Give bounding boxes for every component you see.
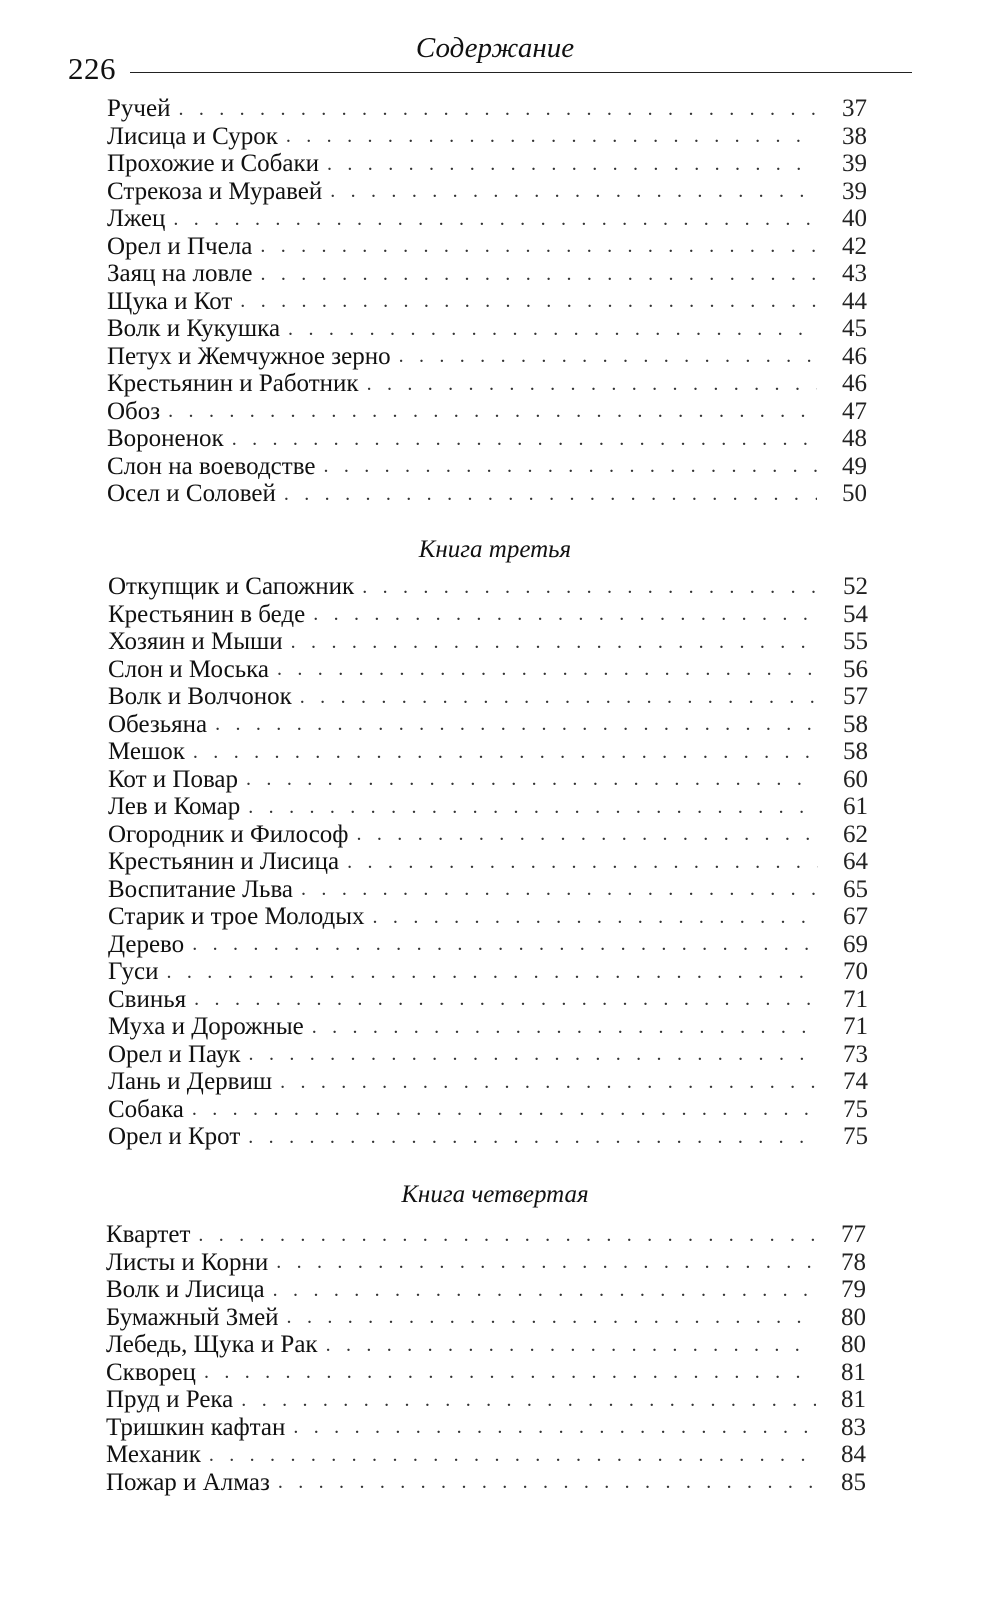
- toc-entry[interactable]: [108, 903, 868, 931]
- toc-entry-title: Щука и Кот: [107, 287, 233, 315]
- toc-entry[interactable]: [107, 205, 867, 233]
- toc-entry-page: 58: [843, 710, 868, 738]
- toc-entry-title: Прохожие и Собаки: [107, 150, 319, 177]
- dot-leader: [209, 1444, 816, 1466]
- toc-entry-title: Скворец: [106, 1358, 196, 1386]
- dot-leader: [362, 576, 818, 598]
- toc-entry-page: 83: [841, 1413, 866, 1441]
- toc-entry-page: 81: [841, 1358, 866, 1386]
- section-heading-book-four: Книга четвертая: [401, 1181, 589, 1208]
- dot-leader: [300, 686, 818, 708]
- toc-entry-title: Лев и Комар: [108, 793, 241, 820]
- dot-leader: [192, 1098, 818, 1120]
- toc-entry[interactable]: [108, 738, 868, 766]
- toc-entry-page: 74: [843, 1068, 868, 1095]
- toc-entry-page: 58: [843, 738, 868, 765]
- toc-entry-title: Обезьяна: [108, 710, 208, 738]
- toc-entry-title: Воспитание Льва: [108, 875, 294, 903]
- dot-leader: [273, 1279, 816, 1301]
- toc-entry-title: Крестьянин в беде: [108, 600, 306, 628]
- toc-entry-page: 55: [843, 628, 868, 655]
- toc-entry-page: 46: [842, 370, 867, 397]
- toc-entry[interactable]: [106, 1469, 866, 1497]
- toc-entry-title: Заяц на ловле: [107, 260, 253, 287]
- toc-entry[interactable]: [108, 1041, 868, 1069]
- dot-leader: [326, 1334, 816, 1356]
- toc-entry-page: 49: [842, 452, 867, 480]
- toc-entry-title: Откупщик и Сапожник: [108, 573, 355, 600]
- toc-entry-page: 52: [843, 573, 868, 600]
- toc-entry-page: 62: [843, 820, 868, 848]
- dot-leader: [194, 988, 818, 1010]
- toc-entry[interactable]: [107, 233, 867, 261]
- dot-leader: [293, 1416, 816, 1438]
- toc-entry-title: Кот и Повар: [108, 765, 239, 793]
- toc-entry[interactable]: [108, 793, 868, 821]
- toc-entry-page: 64: [843, 848, 868, 875]
- toc-entry-title: Ручей: [107, 95, 171, 122]
- toc-entry[interactable]: [107, 425, 867, 453]
- dot-leader: [248, 796, 818, 818]
- toc-entry-page: 81: [841, 1386, 866, 1413]
- toc-entry-title: Лжец: [107, 205, 166, 232]
- toc-entry[interactable]: [106, 1221, 866, 1249]
- toc-entry-page: 39: [842, 177, 867, 205]
- dot-leader: [166, 961, 818, 983]
- toc-entry-title: Обоз: [107, 397, 161, 425]
- toc-entry-page: 79: [841, 1276, 866, 1303]
- toc-entry-page: 60: [843, 765, 868, 793]
- toc-entry-page: 43: [842, 260, 867, 287]
- toc-entry[interactable]: [107, 123, 867, 151]
- toc-entry-title: Лань и Дервиш: [108, 1068, 273, 1095]
- dot-leader: [301, 878, 818, 900]
- toc-entry-page: 57: [843, 683, 868, 710]
- dot-leader: [286, 125, 817, 147]
- toc-entry-page: 50: [842, 480, 867, 507]
- toc-entry[interactable]: [108, 656, 868, 684]
- toc-entry-title: Гуси: [108, 958, 159, 985]
- toc-entry[interactable]: [107, 343, 867, 371]
- toc-entry-title: Тришкин кафтан: [106, 1413, 286, 1441]
- toc-entry-page: 45: [842, 315, 867, 342]
- dot-leader: [280, 1071, 818, 1093]
- toc-entry-page: 40: [842, 205, 867, 232]
- running-head: [0, 0, 1000, 100]
- toc-entry[interactable]: [108, 876, 868, 904]
- toc-entry[interactable]: [107, 315, 867, 343]
- dot-leader: [323, 455, 817, 477]
- toc-entry-title: Волк и Волчонок: [108, 683, 292, 710]
- toc-entry-title: Вороненок: [107, 425, 224, 452]
- toc-entry[interactable]: [108, 1068, 868, 1096]
- dot-leader: [330, 180, 817, 202]
- toc-entry[interactable]: [108, 683, 868, 711]
- section-heading-book-three: Книга третья: [418, 536, 572, 563]
- dot-leader: [373, 906, 818, 928]
- toc-entry[interactable]: [107, 150, 867, 178]
- toc-entry-title: Слон и Моська: [108, 655, 269, 683]
- dot-leader: [277, 658, 818, 680]
- toc-entry[interactable]: [106, 1414, 866, 1442]
- toc-entry-page: 80: [841, 1331, 866, 1358]
- toc-entry-page: 70: [843, 958, 868, 985]
- dot-leader: [248, 1126, 818, 1148]
- dot-leader: [287, 1306, 816, 1328]
- toc-entry-title: Листы и Корни: [106, 1248, 269, 1276]
- toc-entry-title: Орел и Паук: [108, 1040, 241, 1068]
- toc-entry[interactable]: [108, 931, 868, 959]
- toc-entry-title: Огородник и Философ: [108, 820, 349, 848]
- toc-entry-page: 75: [843, 1123, 868, 1150]
- toc-entry[interactable]: [108, 628, 868, 656]
- dot-leader: [215, 713, 818, 735]
- toc-entry-page: 38: [842, 122, 867, 150]
- dot-leader: [288, 318, 817, 340]
- dot-leader: [168, 400, 817, 422]
- dot-leader: [260, 235, 817, 257]
- toc-section-continued: [107, 95, 867, 508]
- dot-leader: [347, 851, 818, 873]
- toc-entry-title: Лисица и Сурок: [107, 122, 278, 150]
- dot-leader: [249, 1043, 818, 1065]
- toc-entry-page: 42: [842, 232, 867, 260]
- toc-entry[interactable]: [108, 1123, 868, 1151]
- toc-entry-page: 56: [843, 655, 868, 683]
- toc-entry-page: 85: [841, 1468, 866, 1496]
- toc-entry-page: 46: [842, 342, 867, 370]
- toc-entry[interactable]: [106, 1276, 866, 1304]
- toc-section-book-three: [108, 573, 868, 1151]
- toc-entry[interactable]: [108, 711, 868, 739]
- toc-entry[interactable]: [108, 848, 868, 876]
- toc-entry[interactable]: [107, 370, 867, 398]
- header-rule: [130, 72, 912, 73]
- dot-leader: [178, 98, 817, 120]
- toc-entry-page: 44: [842, 287, 867, 315]
- toc-entry-page: 71: [843, 985, 868, 1013]
- toc-entry-title: Хозяин и Мыши: [108, 628, 283, 655]
- toc-entry-title: Свинья: [108, 985, 187, 1013]
- toc-entry[interactable]: [106, 1386, 866, 1414]
- toc-entry-page: 61: [843, 793, 868, 820]
- toc-entry-page: 65: [843, 875, 868, 903]
- dot-leader: [193, 741, 818, 763]
- toc-entry-title: Собака: [108, 1095, 184, 1123]
- dot-leader: [399, 345, 817, 367]
- toc-entry-title: Стрекоза и Муравей: [107, 177, 323, 205]
- toc-entry-page: 47: [842, 397, 867, 425]
- toc-entry-page: 54: [843, 600, 868, 628]
- dot-leader: [313, 603, 818, 625]
- toc-entry[interactable]: [108, 1013, 868, 1041]
- toc-entry[interactable]: [107, 453, 867, 481]
- dot-leader: [291, 631, 818, 653]
- dot-leader: [278, 1471, 816, 1493]
- toc-entry-title: Муха и Дорожные: [108, 1013, 304, 1040]
- toc-entry-title: Механик: [106, 1441, 201, 1468]
- toc-entry-title: Бумажный Змей: [106, 1303, 279, 1331]
- toc-entry[interactable]: [107, 480, 867, 508]
- toc-entry[interactable]: [108, 573, 868, 601]
- dot-leader: [312, 1016, 818, 1038]
- toc-entry-title: Крестьянин и Работник: [107, 370, 359, 397]
- toc-entry-page: 71: [843, 1013, 868, 1040]
- toc-entry-title: Квартет: [106, 1221, 191, 1248]
- toc-entry-title: Мешок: [108, 738, 185, 765]
- toc-entry-title: Волк и Кукушка: [107, 315, 281, 342]
- dot-leader: [192, 933, 818, 955]
- toc-entry[interactable]: [106, 1249, 866, 1277]
- dot-leader: [198, 1224, 816, 1246]
- page-number: 226: [68, 51, 116, 86]
- toc-entry-title: Крестьянин и Лисица: [108, 848, 340, 875]
- toc-entry[interactable]: [108, 601, 868, 629]
- toc-entry[interactable]: [106, 1331, 866, 1359]
- toc-entry-title: Лебедь, Щука и Рак: [106, 1331, 318, 1358]
- dot-leader: [367, 373, 817, 395]
- toc-entry[interactable]: [108, 958, 868, 986]
- toc-entry-title: Пожар и Алмаз: [106, 1468, 270, 1496]
- toc-entry-title: Орел и Пчела: [107, 232, 253, 260]
- page-title: Содержание: [415, 32, 575, 64]
- toc-entry[interactable]: [107, 260, 867, 288]
- toc-entry[interactable]: [108, 766, 868, 794]
- toc-entry-page: 69: [843, 930, 868, 958]
- toc-entry[interactable]: [107, 95, 867, 123]
- toc-entry-page: 77: [841, 1221, 866, 1248]
- dot-leader: [357, 823, 819, 845]
- dot-leader: [246, 768, 818, 790]
- dot-leader: [241, 1389, 816, 1411]
- toc-entry-page: 73: [843, 1040, 868, 1068]
- toc-entry[interactable]: [106, 1441, 866, 1469]
- toc-entry-title: Осел и Соловей: [107, 480, 276, 507]
- toc-entry[interactable]: [106, 1304, 866, 1332]
- toc-entry[interactable]: [107, 288, 867, 316]
- toc-entry-page: 78: [841, 1248, 866, 1276]
- dot-leader: [276, 1251, 816, 1273]
- toc-entry[interactable]: [108, 986, 868, 1014]
- toc-entry[interactable]: [106, 1359, 866, 1387]
- toc-entry[interactable]: [107, 178, 867, 206]
- dot-leader: [173, 208, 817, 230]
- toc-entry-title: Пруд и Река: [106, 1386, 234, 1413]
- toc-entry-page: 39: [842, 150, 867, 177]
- dot-leader: [232, 428, 817, 450]
- toc-entry-title: Слон на воеводстве: [107, 452, 316, 480]
- toc-entry-page: 84: [841, 1441, 866, 1468]
- toc-entry-page: 80: [841, 1303, 866, 1331]
- toc-entry[interactable]: [108, 821, 868, 849]
- toc-entry[interactable]: [107, 398, 867, 426]
- toc-entry[interactable]: [108, 1096, 868, 1124]
- dot-leader: [261, 263, 818, 285]
- dot-leader: [284, 483, 817, 505]
- dot-leader: [240, 290, 817, 312]
- dot-leader: [204, 1361, 816, 1383]
- toc-entry-page: 67: [843, 903, 868, 930]
- toc-entry-page: 75: [843, 1095, 868, 1123]
- toc-section-book-four: [106, 1221, 866, 1496]
- toc-entry-title: Старик и трое Молодых: [108, 903, 365, 930]
- toc-entry-title: Дерево: [108, 930, 185, 958]
- toc-entry-page: 48: [842, 425, 867, 452]
- dot-leader: [327, 153, 817, 175]
- toc-entry-title: Волк и Лисица: [106, 1276, 265, 1303]
- toc-entry-title: Орел и Крот: [108, 1123, 241, 1150]
- toc-entry-title: Петух и Жемчужное зерно: [107, 342, 391, 370]
- toc-entry-page: 37: [842, 95, 867, 122]
